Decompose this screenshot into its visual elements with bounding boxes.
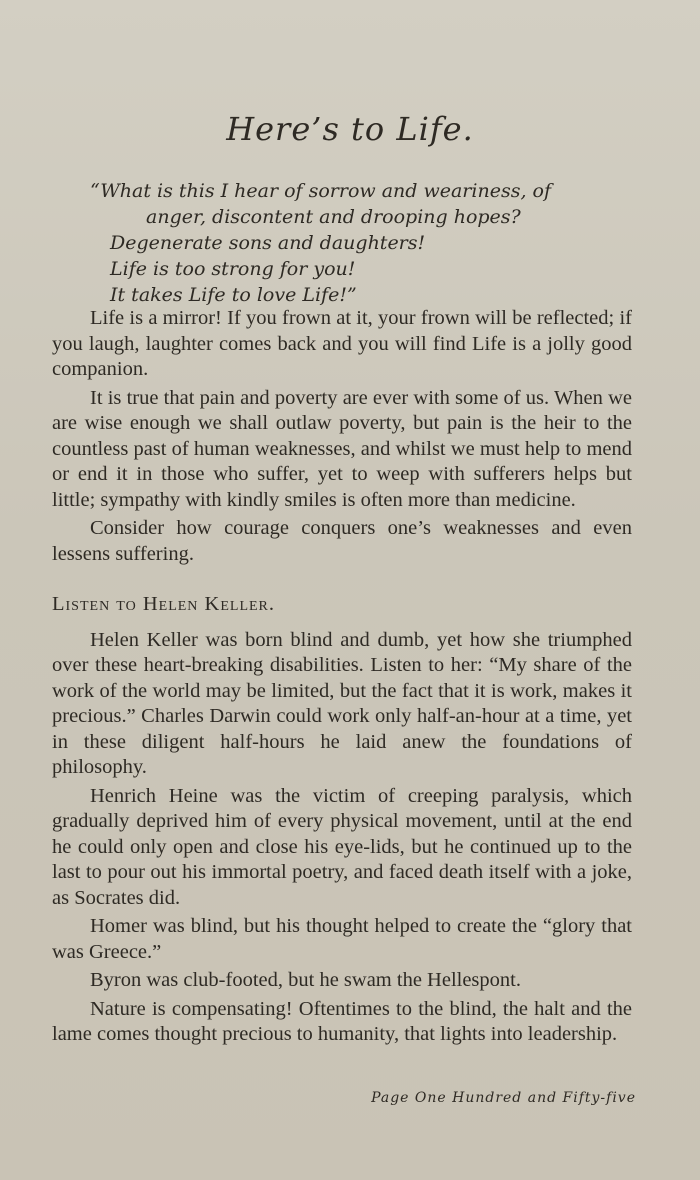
poem-line: “What is this I hear of sorrow and weariness, of [90,180,551,202]
page-number-footer: Page One Hundred and Fifty-five [371,1090,636,1106]
paragraph: Nature is compensating! Oftentimes to the blind, the halt and the lame comes thought precious to humanity, that lights into leadership. [52,997,632,1045]
poem-line: Degenerate sons and daughters! [110,232,426,254]
body-text [52,306,632,1051]
epigraph-poem [90,178,650,308]
paragraph: Consider how courage conquers one’s weaknesses and even lessens suffering. [52,517,632,565]
poem-line: anger, discontent and drooping hopes? [146,206,521,228]
poem-line: Life is too strong for you! [110,258,356,280]
section-heading: Listen to Helen Keller. [52,593,276,615]
poem-line: It takes Life to love Life!” [110,284,357,306]
paragraph: Henrich Heine was the victim of creeping paralysis, which gradually deprived him of every physical movement, until at the end he could only open and close his eye-lids, but he continued up to the last to pour out his immortal poetry, and faced death itself with a joke, as Socrates did. [52,784,632,909]
paragraph: Byron was club-footed, but he swam the Hellespont. [90,969,521,991]
page-title: Here’s to Life. [226,110,474,148]
paragraph: Homer was blind, but his thought helped to create the “glory that was Greece.” [52,915,632,963]
paragraph: Helen Keller was born blind and dumb, yet how she triumphed over these heart-breaking disabilities. Listen to her: “My share of the work of the world may be limited, but the fact that it is work, makes it precious.” Charles Darwin could work only half-an-hour at a time, yet in these diligent half-hours he laid anew the foundations of philosophy. [52,628,632,778]
paragraph: It is true that pain and poverty are ever with some of us. When we are wise enough we shall outlaw poverty, but pain is the heir to the countless past of human weaknesses, and whilst we must help to mend or end it in those who suffer, yet to weep with sufferers helps but little; sympathy with kindly smiles is often more than medicine. [52,386,632,511]
paragraph: Life is a mirror! If you frown at it, your frown will be reflected; if you laugh, laughter comes back and you will find Life is a jolly good companion. [52,307,632,380]
